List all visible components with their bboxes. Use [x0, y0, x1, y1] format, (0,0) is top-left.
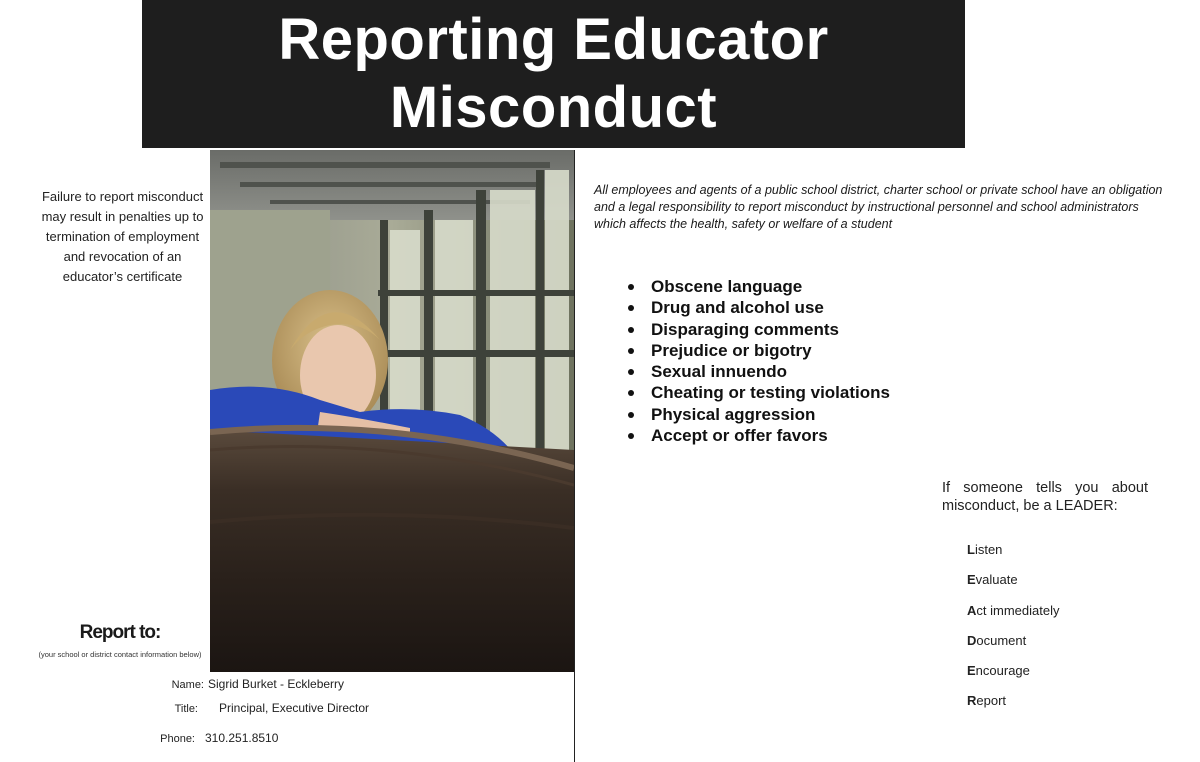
- list-item: Prejudice or bigotry: [628, 340, 890, 361]
- obligation-statement: All employees and agents of a public school district, charter school or private school have an obligation and a legal responsibility to report misconduct by instructional personnel and school administrators which affects the health, safety or welfare of a student: [594, 183, 1163, 231]
- leader-intro: If someone tells you about misconduct, be a LEADER:: [942, 480, 1148, 514]
- report-to-block: [20, 622, 220, 659]
- list-item: Cheating or testing violations: [628, 382, 890, 403]
- leader-rest: isten: [974, 542, 1003, 557]
- girl-on-bus-photo: [210, 150, 574, 672]
- leader-item-report: [967, 691, 1059, 721]
- phone-label: Phone:: [160, 733, 195, 745]
- list-item: Disparaging comments: [628, 319, 890, 340]
- title-banner: [142, 0, 965, 148]
- column-divider: [574, 150, 575, 762]
- report-to-subheading: (your school or district contact information below): [38, 650, 202, 659]
- leader-item-listen: [967, 540, 1059, 570]
- bus-window-illustration: [210, 150, 574, 672]
- list-item: Accept or offer favors: [628, 425, 890, 446]
- leader-rest: ncourage: [975, 663, 1030, 679]
- list-item: Drug and alcohol use: [628, 297, 890, 318]
- leader-rest: ocument: [976, 632, 1027, 648]
- name-label: Name:: [171, 679, 204, 691]
- leader-item-act: [967, 601, 1059, 631]
- name-value: Sigrid Burket - Eckleberry: [208, 677, 345, 691]
- leader-item-encourage: [967, 661, 1059, 691]
- penalty-note: Failure to report misconduct may result in penalties up to termination of employment and revocation of an educator’s certificate: [41, 189, 204, 284]
- list-item: Sexual innuendo: [628, 361, 890, 382]
- leader-initial: E: [967, 572, 976, 588]
- page-title-line-2: Misconduct: [389, 75, 718, 140]
- list-item: Obscene language: [628, 276, 890, 297]
- leader-rest: valuate: [975, 572, 1018, 588]
- leader-initial: A: [967, 602, 977, 618]
- leader-initial: E: [967, 663, 976, 679]
- list-item: Physical aggression: [628, 404, 890, 425]
- leader-initial: R: [967, 693, 977, 709]
- leader-item-evaluate: [967, 570, 1059, 600]
- phone-value: 310.251.8510: [205, 731, 279, 745]
- page-title-line-1: Reporting Educator: [278, 7, 829, 72]
- leader-list: [967, 540, 1059, 722]
- leader-rest: eport: [976, 693, 1007, 709]
- leader-initial: D: [967, 632, 977, 648]
- leader-rest: ct immediately: [976, 602, 1060, 618]
- title-value: Principal, Executive Director: [219, 701, 370, 715]
- leader-initial: L: [967, 542, 975, 557]
- title-label: Title:: [174, 703, 198, 715]
- leader-item-document: [967, 631, 1059, 661]
- report-to-heading: Report to:: [79, 622, 161, 643]
- misconduct-list: [628, 276, 890, 446]
